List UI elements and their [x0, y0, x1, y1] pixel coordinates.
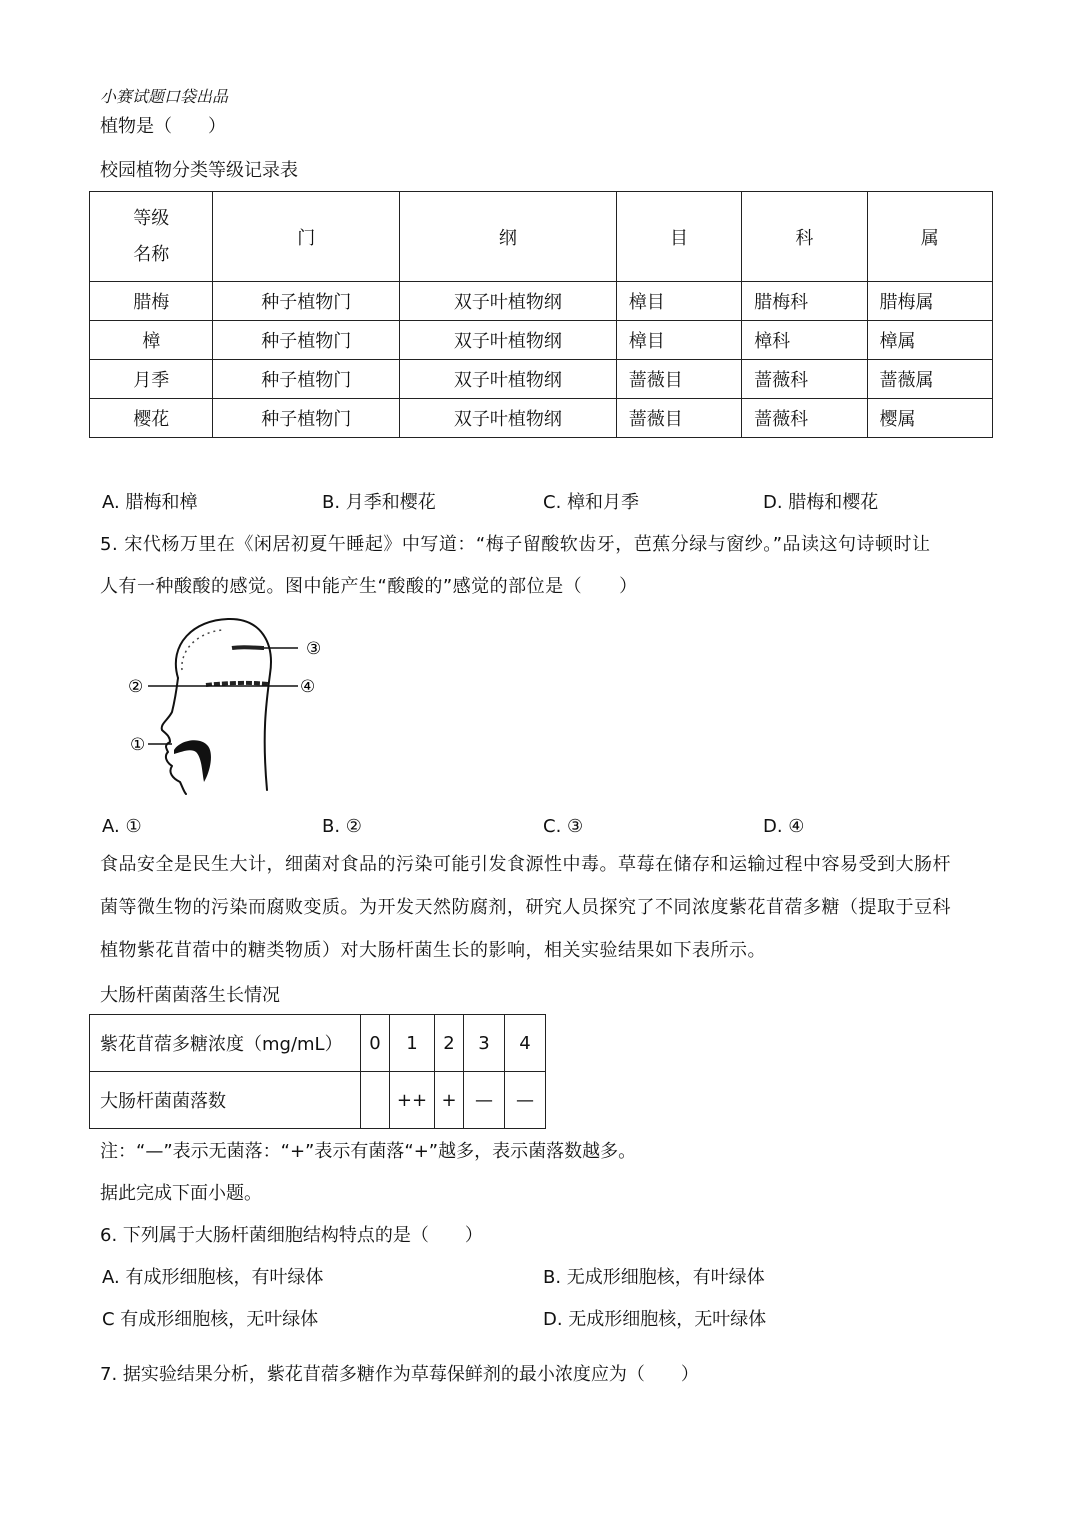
- concentration-cell: 4: [505, 1015, 546, 1072]
- cell-order: 樟目: [616, 321, 741, 360]
- q4-option-b[interactable]: B. 月季和樱花: [322, 492, 436, 513]
- face-profile: [162, 678, 186, 794]
- cell-order: 樟目: [616, 282, 741, 321]
- cell-class: 双子叶植物纲: [400, 282, 617, 321]
- colony-growth-table: [89, 1014, 546, 1129]
- q5-stem-line2: 人有一种酸酸的感觉。图中能产生“酸酸的”感觉的部位是（ ）: [100, 576, 638, 597]
- colony-cell: [361, 1072, 390, 1129]
- colony-count-row: [90, 1072, 546, 1129]
- q7-stem: 7. 据实验结果分析，紫花苜蓿多糖作为草莓保鲜剂的最小浓度应为（ ）: [100, 1364, 699, 1385]
- corner-cell: [90, 192, 213, 282]
- cell-order: 蔷薇目: [616, 360, 741, 399]
- corner-line2: 名称: [133, 243, 170, 265]
- head-sagittal-figure: [110, 612, 340, 802]
- cell-phylum: 种子植物门: [213, 360, 400, 399]
- header-order: 目: [616, 192, 741, 282]
- colony-table-caption: 大肠杆菌菌落生长情况: [100, 985, 280, 1006]
- corner-line1: 等级: [133, 207, 170, 229]
- table-header-row: [90, 192, 993, 282]
- cell-class: 双子叶植物纲: [400, 321, 617, 360]
- cell-family: 腊梅科: [742, 282, 867, 321]
- figure-label-2: ②: [128, 677, 144, 697]
- cell-genus: 樱属: [867, 399, 992, 438]
- q5-option-d[interactable]: D. ④: [763, 816, 805, 837]
- figure-label-4: ④: [300, 677, 316, 697]
- cell-genus: 腊梅属: [867, 282, 992, 321]
- cell-class: 双子叶植物纲: [400, 399, 617, 438]
- concentration-label: 紫花苜蓿多糖浓度（mg/mL）: [90, 1015, 361, 1072]
- table-row: [90, 399, 993, 438]
- figure-label-3: ③: [306, 639, 322, 659]
- colony-cell: —: [505, 1072, 546, 1129]
- figure-label-1: ①: [130, 735, 146, 755]
- head-outline: [176, 619, 271, 790]
- colony-cell: —: [464, 1072, 505, 1129]
- table-note: 注：“—”表示无菌落：“+”表示有菌落“+”越多，表示菌落数越多。: [100, 1141, 637, 1162]
- q4-option-a[interactable]: A. 腊梅和樟: [102, 492, 198, 513]
- plant-classification-table: [89, 191, 993, 438]
- q6-option-a[interactable]: A. 有成形细胞核，有叶绿体: [102, 1267, 324, 1288]
- q4-option-c[interactable]: C. 樟和月季: [543, 492, 640, 513]
- q5-option-b[interactable]: B. ②: [322, 816, 362, 837]
- concentration-cell: 0: [361, 1015, 390, 1072]
- q6-option-d[interactable]: D. 无成形细胞核，无叶绿体: [543, 1309, 767, 1330]
- header-genus: 属: [867, 192, 992, 282]
- colony-count-label: 大肠杆菌菌落数: [90, 1072, 361, 1129]
- cell-phylum: 种子植物门: [213, 321, 400, 360]
- q6-option-c[interactable]: C 有成形细胞核，无叶绿体: [102, 1309, 319, 1330]
- watermark-text: 小赛试题口袋出品: [100, 87, 229, 106]
- cell-order: 蔷薇目: [616, 399, 741, 438]
- passage-line2: 菌等微生物的污染而腐败变质。为开发天然防腐剂，研究人员探究了不同浓度紫花苜蓿多糖（提取于豆科: [100, 897, 951, 918]
- q5-stem-line1: 5. 宋代杨万里在《闲居初夏午睡起》中写道：“梅子留酸软齿牙，芭蕉分绿与窗纱。”品读这句诗顿时让: [100, 534, 931, 555]
- colony-cell: +: [435, 1072, 464, 1129]
- cell-family: 樟科: [742, 321, 867, 360]
- cell-genus: 蔷薇属: [867, 360, 992, 399]
- cell-name: 腊梅: [90, 282, 213, 321]
- table-row: [90, 282, 993, 321]
- q4-option-d[interactable]: D. 腊梅和樱花: [763, 492, 879, 513]
- header-class: 纲: [400, 192, 617, 282]
- tongue-shape: [174, 740, 211, 782]
- header-family: 科: [742, 192, 867, 282]
- q6-stem: 6. 下列属于大肠杆菌细胞结构特点的是（ ）: [100, 1225, 483, 1246]
- passage-line1: 食品安全是民生大计，细菌对食品的污染可能引发食源性中毒。草莓在储存和运输过程中容易受到大肠杆: [100, 854, 951, 875]
- concentration-row: [90, 1015, 546, 1072]
- cell-phylum: 种子植物门: [213, 282, 400, 321]
- cell-name: 樟: [90, 321, 213, 360]
- cell-name: 月季: [90, 360, 213, 399]
- cell-family: 蔷薇科: [742, 360, 867, 399]
- q5-option-a[interactable]: A. ①: [102, 816, 142, 837]
- concentration-cell: 1: [390, 1015, 435, 1072]
- concentration-cell: 3: [464, 1015, 505, 1072]
- header-phylum: 门: [213, 192, 400, 282]
- q6-option-b[interactable]: B. 无成形细胞核，有叶绿体: [543, 1267, 765, 1288]
- table-row: [90, 321, 993, 360]
- cell-genus: 樟属: [867, 321, 992, 360]
- cell-name: 樱花: [90, 399, 213, 438]
- cell-class: 双子叶植物纲: [400, 360, 617, 399]
- brainstem-mark: [206, 683, 268, 685]
- colony-cell: ++: [390, 1072, 435, 1129]
- instruction-text: 据此完成下面小题。: [100, 1183, 262, 1204]
- concentration-cell: 2: [435, 1015, 464, 1072]
- q4-stem-tail: 植物是（ ）: [100, 116, 226, 137]
- cell-phylum: 种子植物门: [213, 399, 400, 438]
- cortex-mark: [232, 647, 264, 648]
- cell-family: 蔷薇科: [742, 399, 867, 438]
- table-row: [90, 360, 993, 399]
- q4-table-caption: 校园植物分类等级记录表: [100, 160, 298, 181]
- passage-line3: 植物紫花苜蓿中的糖类物质）对大肠杆菌生长的影响，相关实验结果如下表所示。: [100, 940, 766, 961]
- q5-option-c[interactable]: C. ③: [543, 816, 584, 837]
